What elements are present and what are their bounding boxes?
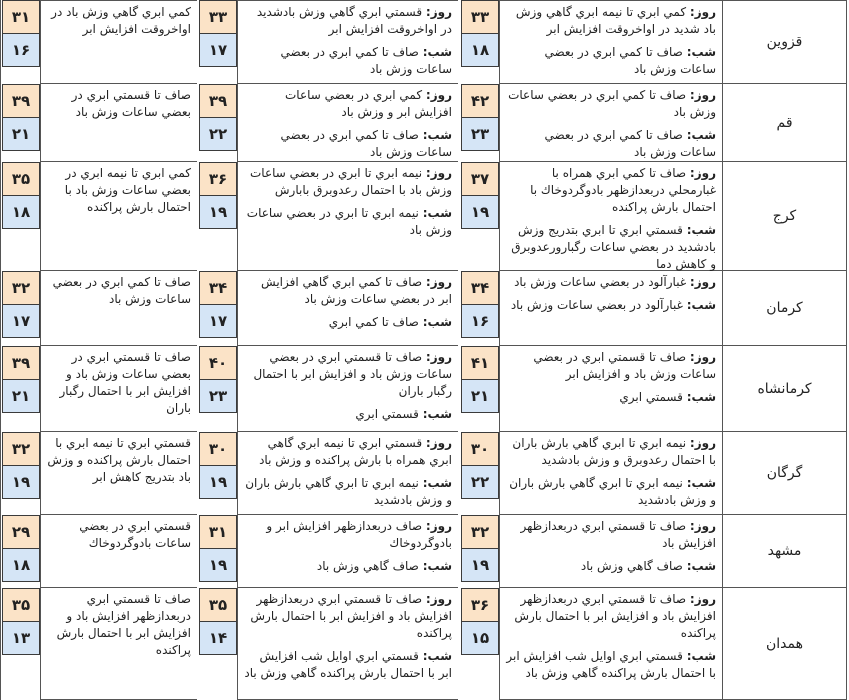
max-temp: ۳۲ — [3, 433, 39, 466]
max-temp: ۴۰ — [200, 347, 236, 380]
night-label: شب: — [422, 559, 452, 573]
max-temp: ۳۹ — [200, 85, 236, 118]
forecast-description — [499, 84, 722, 162]
forecast-description — [40, 432, 197, 515]
night-text: صاف تا كمي ابري در بعضي ساعات وزش باد — [544, 128, 716, 159]
night-label: شب: — [422, 407, 452, 421]
forecast-description — [499, 0, 722, 84]
night-label: شب: — [422, 649, 452, 663]
night-label: شب: — [686, 45, 716, 59]
night-forecast — [244, 127, 452, 161]
temperature-box — [461, 346, 499, 413]
night-forecast — [244, 558, 452, 575]
forecast-description — [237, 0, 458, 84]
night-text: صاف تا كمي ابري در بعضي ساعات وزش باد — [544, 45, 716, 76]
day-text: قسمتي ابري تا نيمه ابري گاهي ابري همراه با بارش پراكنده و وزش باد — [259, 436, 452, 467]
night-forecast — [506, 44, 716, 78]
forecast-row — [0, 162, 849, 271]
city-name: کرمان — [722, 271, 847, 346]
min-temp: ۱۹ — [200, 466, 236, 498]
summary-text: قسمتي ابري در بعضي ساعات بادوگردوخاك — [79, 519, 191, 550]
day-label: روز: — [425, 350, 452, 364]
temperature-box — [2, 432, 40, 499]
night-text: قسمتي ابري اوايل شب افزايش ابر با احتمال بارش پراكنده گاهي وزش باد — [244, 649, 452, 680]
day-forecast — [244, 87, 452, 121]
max-temp: ۳۱ — [200, 516, 236, 549]
day-forecast — [244, 591, 452, 642]
forecast-description — [40, 84, 197, 162]
forecast-description — [499, 515, 722, 588]
day-text: قسمتي ابري گاهي وزش بادشديد در اواخروقت افزايش ابر — [256, 5, 452, 36]
day-label: روز: — [689, 350, 716, 364]
day-text: صاف تا كمي ابري همراه با غبارمحلي دربعدازظهر بادوگردوخاك با احتمال بارش پراكنده — [530, 166, 716, 214]
night-label: شب: — [422, 206, 452, 220]
night-label: شب: — [422, 128, 452, 142]
min-temp: ۱۳ — [3, 622, 39, 654]
night-text: صاف گاهي وزش باد — [316, 559, 419, 573]
night-forecast — [244, 475, 452, 509]
forecast-description — [237, 271, 458, 346]
temperature-box — [2, 84, 40, 151]
night-text: نيمه ابري تا ابري گاهي بارش باران و وزش بادشديد — [509, 476, 716, 507]
min-temp: ۲۳ — [200, 380, 236, 412]
max-temp: ۳۲ — [462, 516, 498, 549]
temperature-box — [199, 588, 237, 655]
temperature-box — [2, 346, 40, 413]
night-label: شب: — [686, 223, 716, 237]
forecast-row — [0, 0, 849, 84]
temperature-box — [2, 271, 40, 338]
min-temp: ۱۸ — [3, 549, 39, 581]
night-forecast — [506, 127, 716, 161]
max-temp: ۳۶ — [462, 589, 498, 622]
day-text: كمي ابري تا نيمه ابري گاهي وزش باد شديد در اواخروقت افزايش ابر — [515, 5, 716, 36]
max-temp: ۴۱ — [462, 347, 498, 380]
forecast-description — [499, 588, 722, 700]
max-temp: ۳۹ — [3, 85, 39, 118]
min-temp: ۱۷ — [200, 305, 236, 337]
forecast-description — [40, 588, 197, 700]
night-forecast — [244, 205, 452, 239]
day-text: صاف تا قسمتي ابري دربعدازظهر افزايش باد — [520, 519, 716, 550]
day-text: صاف دربعدازظهر افزايش ابر و بادوگردوخاك — [266, 519, 452, 550]
day-label: روز: — [689, 592, 716, 606]
day-text: صاف تا كمي ابري گاهي افزايش ابر در بعضي ساعات وزش باد — [261, 275, 452, 306]
temperature-box — [461, 84, 499, 151]
night-label: شب: — [686, 476, 716, 490]
temperature-box — [199, 84, 237, 151]
min-temp: ۱۶ — [3, 34, 39, 66]
day-text: نيمه ابري تا ابري گاهي بارش باران با احتمال رعدوبرق و وزش بادشديد — [512, 436, 716, 467]
day-text: صاف تا قسمتي ابري دربعدازظهر افزايش باد و افزايش ابر با احتمال بارش پراكنده — [250, 592, 452, 640]
city-name: کرمانشاه — [722, 346, 847, 432]
day-text: نيمه ابري تا ابري در بعضي ساعات وزش باد با احتمال رعدوبرق بابارش — [250, 166, 452, 197]
day-forecast — [506, 349, 716, 383]
day-label: روز: — [689, 88, 716, 102]
forecast-description — [237, 515, 458, 588]
forecast-row — [0, 84, 849, 162]
forecast-description — [237, 346, 458, 432]
day-text: صاف تا قسمتي ابري در بعضي ساعات وزش باد و افزايش ابر با احتمال رگبار باران — [253, 350, 452, 398]
day-forecast — [506, 435, 716, 469]
temperature-box — [199, 271, 237, 338]
day-forecast — [506, 87, 716, 121]
forecast-description — [499, 432, 722, 515]
forecast-description — [237, 84, 458, 162]
night-label: شب: — [686, 128, 716, 142]
forecast-description — [499, 162, 722, 271]
day-text: كمي ابري در بعضي ساعات افزايش ابر و وزش باد — [284, 88, 452, 119]
max-temp: ۳۰ — [200, 433, 236, 466]
temperature-box — [199, 0, 237, 67]
forecast-row — [0, 515, 849, 588]
max-temp: ۳۳ — [462, 1, 498, 34]
city-name: گرگان — [722, 432, 847, 515]
min-temp: ۲۱ — [462, 380, 498, 412]
day-text: صاف تا كمي ابري در بعضي ساعات وزش باد — [508, 88, 716, 119]
city-name: قم — [722, 84, 847, 162]
min-temp: ۱۸ — [462, 34, 498, 66]
night-text: صاف تا كمي ابري — [328, 315, 419, 329]
temperature-box — [2, 515, 40, 582]
night-label: شب: — [686, 559, 716, 573]
night-label: شب: — [686, 298, 716, 312]
night-text: نيمه ابري تا ابري در بعضي ساعات وزش باد — [246, 206, 452, 237]
night-text: قسمتي ابري — [355, 407, 419, 421]
night-text: قسمتي ابري — [619, 390, 683, 404]
min-temp: ۲۳ — [462, 118, 498, 150]
max-temp: ۲۹ — [3, 516, 39, 549]
night-label: شب: — [686, 649, 716, 663]
min-temp: ۱۹ — [462, 196, 498, 228]
day-text: صاف تا قسمتي ابري در بعضي ساعات وزش باد و افزايش ابر — [533, 350, 716, 381]
night-text: نيمه ابري تا ابري گاهي بارش باران و وزش بادشديد — [245, 476, 452, 507]
max-temp: ۳۲ — [3, 272, 39, 305]
min-temp: ۱۹ — [3, 466, 39, 498]
min-temp: ۱۶ — [462, 305, 498, 337]
night-forecast — [506, 297, 716, 314]
table-border — [0, 0, 1, 700]
temperature-box — [199, 432, 237, 499]
day-label: روز: — [689, 275, 716, 289]
day-forecast — [244, 349, 452, 400]
night-text: صاف تا كمي ابري در بعضي ساعات وزش باد — [280, 128, 452, 159]
max-temp: ۴۲ — [462, 85, 498, 118]
day-forecast — [244, 435, 452, 469]
day-forecast — [506, 165, 716, 216]
day-label: روز: — [689, 166, 716, 180]
night-label: شب: — [422, 315, 452, 329]
day-label: روز: — [689, 436, 716, 450]
day-label: روز: — [425, 436, 452, 450]
forecast-description — [40, 0, 197, 84]
max-temp: ۳۵ — [3, 589, 39, 622]
city-name: همدان — [722, 588, 847, 700]
night-forecast — [506, 648, 716, 682]
day-forecast — [244, 4, 452, 38]
max-temp: ۳۶ — [200, 163, 236, 196]
day-label: روز: — [425, 166, 452, 180]
temperature-box — [2, 0, 40, 67]
temperature-box — [199, 515, 237, 582]
forecast-row — [0, 346, 849, 432]
temperature-box — [199, 162, 237, 229]
min-temp: ۲۲ — [462, 466, 498, 498]
forecast-description — [40, 162, 197, 271]
summary-text: صاف تا كمي ابري در بعضي ساعات وزش باد — [52, 275, 191, 306]
city-name: کرج — [722, 162, 847, 271]
day-label: روز: — [425, 519, 452, 533]
forecast-description — [237, 162, 458, 271]
day-forecast — [506, 4, 716, 38]
day-label: روز: — [425, 275, 452, 289]
day-forecast — [244, 165, 452, 199]
night-label: شب: — [422, 476, 452, 490]
summary-text: صاف تا قسمتي ابري دربعدازظهر افزايش باد و افزايش ابر با احتمال بارش پراكنده — [56, 592, 191, 657]
forecast-description — [237, 432, 458, 515]
night-text: قسمتي ابري تا ابري بتدريج وزش بادشديد در بعضي ساعات رگبارورعدوبرق و كاهش دما — [511, 223, 716, 271]
day-text: صاف تا قسمتي ابري دربعدازظهر افزايش باد و افزايش ابر با احتمال بارش پراكنده — [514, 592, 716, 640]
forecast-row — [0, 432, 849, 515]
forecast-description — [40, 515, 197, 588]
min-temp: ۱۹ — [200, 196, 236, 228]
forecast-row — [0, 588, 849, 700]
night-label: شب: — [686, 390, 716, 404]
day-label: روز: — [425, 5, 452, 19]
temperature-box — [199, 346, 237, 413]
day-forecast — [506, 274, 716, 291]
night-forecast — [244, 406, 452, 423]
temperature-box — [461, 588, 499, 655]
night-label: شب: — [422, 45, 452, 59]
summary-text: قسمتي ابري تا نيمه ابري با احتمال بارش پراكنده و وزش باد بتدريج كاهش ابر — [47, 436, 191, 484]
day-label: روز: — [425, 592, 452, 606]
summary-text: صاف تا قسمتي ابري در بعضي ساعات وزش باد — [71, 88, 191, 119]
forecast-description — [237, 588, 458, 700]
night-text: صاف تا كمي ابري در بعضي ساعات وزش باد — [280, 45, 452, 76]
day-text: غبارآلود در بعضي ساعات وزش باد — [514, 275, 687, 289]
day-forecast — [244, 274, 452, 308]
temperature-box — [461, 162, 499, 229]
night-forecast — [244, 314, 452, 331]
night-forecast — [506, 558, 716, 575]
city-name: قزوین — [722, 0, 847, 84]
max-temp: ۳۰ — [462, 433, 498, 466]
max-temp: ۳۳ — [200, 1, 236, 34]
night-text: صاف گاهي وزش باد — [580, 559, 683, 573]
night-text: غبارآلود در بعضي ساعات وزش باد — [510, 298, 683, 312]
min-temp: ۲۲ — [200, 118, 236, 150]
min-temp: ۱۷ — [3, 305, 39, 337]
max-temp: ۳۴ — [200, 272, 236, 305]
max-temp: ۳۴ — [462, 272, 498, 305]
min-temp: ۱۹ — [200, 549, 236, 581]
temperature-box — [461, 0, 499, 67]
summary-text: كمي ابري تا نيمه ابري در بعضي ساعات وزش باد با احتمال بارش پراكنده — [64, 166, 191, 214]
temperature-box — [2, 162, 40, 229]
night-forecast — [506, 222, 716, 273]
min-temp: ۲۱ — [3, 118, 39, 150]
night-forecast — [244, 648, 452, 682]
summary-text: صاف تا قسمتي ابري در بعضي ساعات وزش باد و افزايش ابر با احتمال رگبار باران — [59, 350, 191, 415]
night-text: قسمتي ابري اوايل شب افزايش ابر با احتمال بارش پراكنده گاهي وزش باد — [506, 649, 716, 680]
summary-text: كمي ابري گاهي وزش باد در اواخروقت افزايش ابر — [51, 5, 191, 36]
forecast-row — [0, 271, 849, 346]
max-temp: ۳۹ — [3, 347, 39, 380]
max-temp: ۳۱ — [3, 1, 39, 34]
max-temp: ۳۷ — [462, 163, 498, 196]
min-temp: ۱۴ — [200, 622, 236, 654]
forecast-description — [40, 271, 197, 346]
forecast-description — [499, 271, 722, 346]
night-forecast — [244, 44, 452, 78]
day-label: روز: — [689, 5, 716, 19]
day-label: روز: — [425, 88, 452, 102]
city-name: مشهد — [722, 515, 847, 588]
min-temp: ۱۷ — [200, 34, 236, 66]
day-label: روز: — [689, 519, 716, 533]
min-temp: ۲۱ — [3, 380, 39, 412]
day-forecast — [244, 518, 452, 552]
forecast-description — [40, 346, 197, 432]
temperature-box — [461, 271, 499, 338]
min-temp: ۱۸ — [3, 196, 39, 228]
forecast-description — [499, 346, 722, 432]
night-forecast — [506, 475, 716, 509]
max-temp: ۳۵ — [3, 163, 39, 196]
temperature-box — [461, 432, 499, 499]
day-forecast — [506, 591, 716, 642]
min-temp: ۱۵ — [462, 622, 498, 654]
temperature-box — [461, 515, 499, 582]
max-temp: ۳۵ — [200, 589, 236, 622]
min-temp: ۱۹ — [462, 549, 498, 581]
night-forecast — [506, 389, 716, 406]
temperature-box — [2, 588, 40, 655]
day-forecast — [506, 518, 716, 552]
